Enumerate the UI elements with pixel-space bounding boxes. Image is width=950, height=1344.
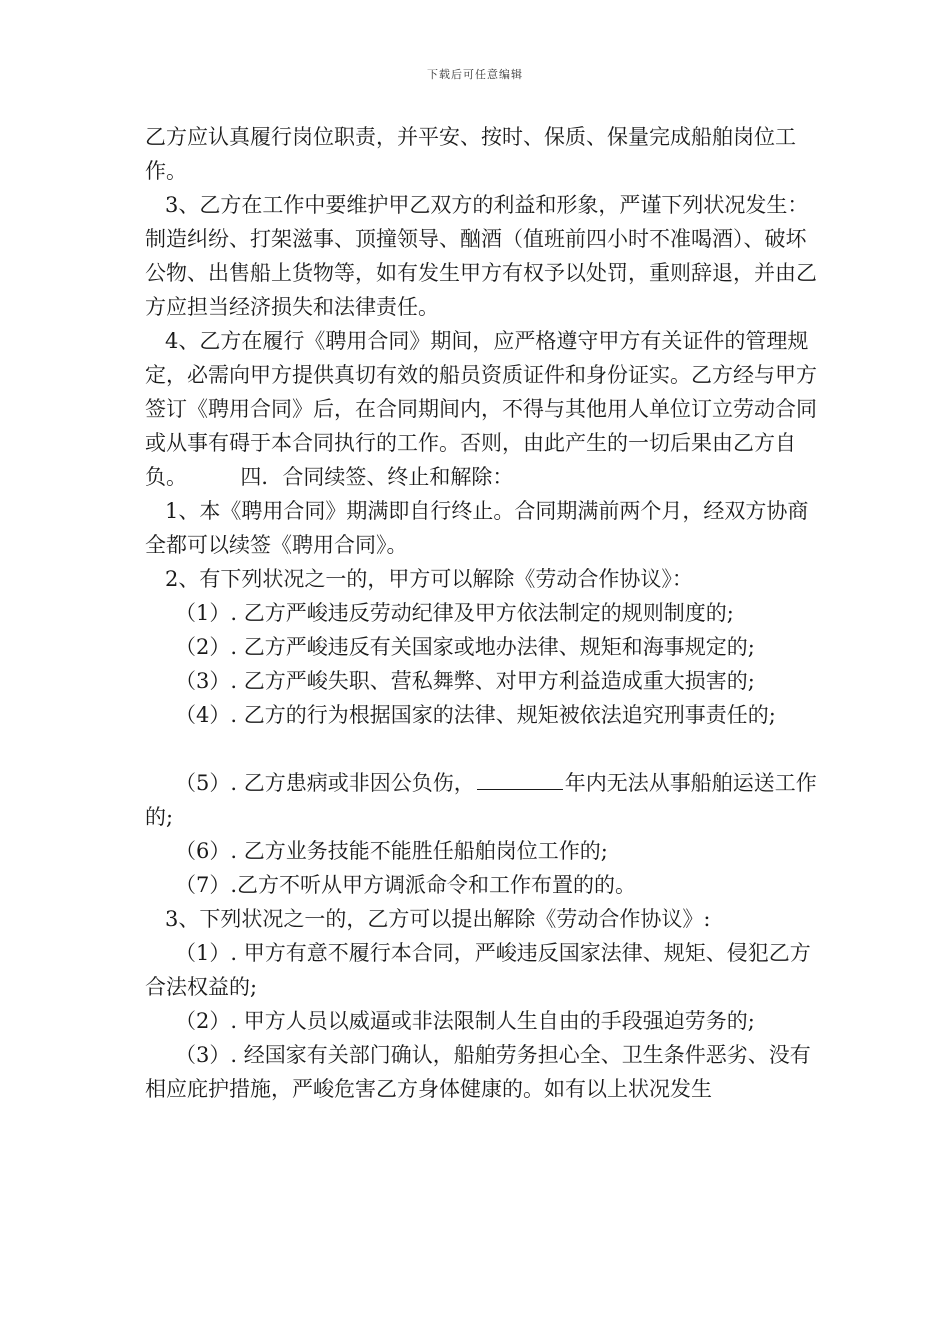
list-item-employer-3: （3）. 乙方严峻失职、营私舞弊、对甲方利益造成重大损害的; — [175, 669, 755, 693]
list-item-employee-3: （3）. 经国家有关部门确认，船舶劳务担心全、卫生条件恶劣、没有相应庇护措施，严峻危害乙方身体健康的。如有以上状况发生 — [145, 1043, 811, 1101]
list-item-employee-1: （1）. 甲方有意不履行本合同，严峻违反国家法律、规矩、侵犯乙方合法权益的; — [145, 941, 811, 999]
list-item-employee-2: （2）. 甲方人员以威逼或非法限制人生自由的手段强迫劳务的; — [175, 1009, 755, 1033]
list-item-employer-1: （1）. 乙方严峻违反劳动纪律及甲方依法制定的规则制度的; — [175, 601, 734, 625]
list-item-employer-6: （6）. 乙方业务技能不能胜任船舶岗位工作的; — [175, 839, 608, 863]
list-item-employer-5-end: 年内无法从事船舶运送工作的; — [145, 771, 817, 829]
list-item-employer-2: （2）. 乙方严峻违反有关国家或地办法律、规矩和海事规定的; — [175, 635, 755, 659]
spacer — [145, 732, 825, 766]
page-header: 下载后可任意编辑 — [427, 68, 523, 81]
paragraph-clause-4: 4、乙方在履行《聘用合同》期间，应严格遵守甲方有关证件的管理规定，必需向甲方提供真切有效的船员资质证件和身份证实。乙方经与甲方签订《聘用合同》后，在合同期间内，不得与其他用人单位订立劳动合同或从事有碍于本合同执行的工作。否则，由此产生的一切后果由乙方自负。 四．合同续签、终止和解除： — [145, 329, 817, 489]
paragraph-termination-3: 3、下列状况之一的，乙方可以提出解除《劳动合作协议》: — [165, 907, 711, 931]
blank-field — [477, 769, 563, 790]
list-item-employer-5 — [145, 766, 825, 834]
document-body — [145, 120, 825, 1106]
list-item-employer-7: （7）.乙方不听从甲方调派命令和工作布置的的。 — [175, 873, 637, 897]
paragraph-termination-2: 2、有下列状况之一的，甲方可以解除《劳动合作协议》： — [165, 567, 693, 591]
list-item-employer-5-start: （5）. 乙方患病或非因公负伤， — [175, 771, 475, 795]
paragraph-clause-3: 3、乙方在工作中要维护甲乙双方的利益和形象，严谨下列状况发生：制造纠纷、打架滋事、顶撞领导、酗酒（值班前四小时不准喝酒）、破坏公物、出售船上货物等，如有发生甲方有权予以处罚，重则辞退，并由乙方应担当经济损失和法律责任。 — [145, 193, 817, 319]
list-item-employer-4: （4）. 乙方的行为根据国家的法律、规矩被依法追究刑事责任的; — [175, 703, 776, 727]
paragraph-renewal-1: 1、本《聘用合同》期满即自行终止。合同期满前两个月，经双方协商全都可以续签《聘用合同》。 — [145, 499, 809, 557]
paragraph-duty: 乙方应认真履行岗位职责，并平安、按时、保质、保量完成船舶岗位工作。 — [145, 125, 796, 183]
